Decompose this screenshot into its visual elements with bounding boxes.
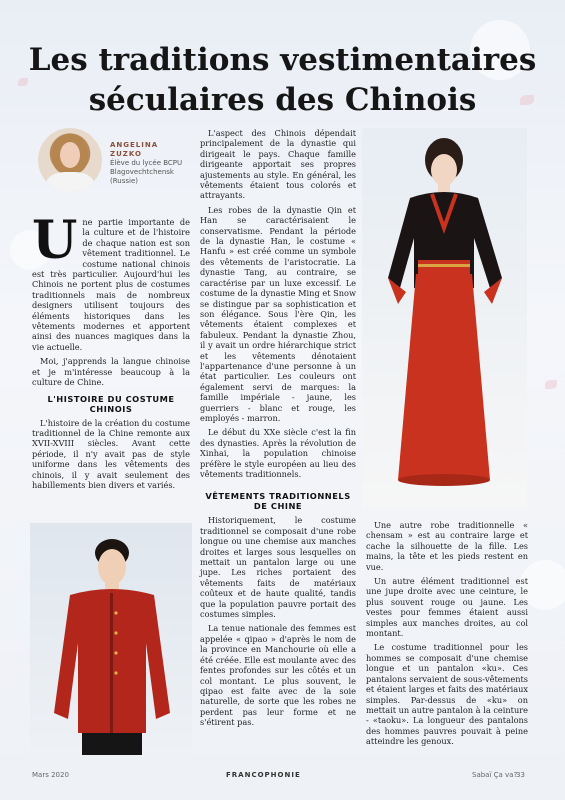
author-affiliation: Élève du lycée BCPU	[110, 159, 183, 167]
footer-section: Sabaï Ça va?	[472, 771, 518, 779]
column-2	[200, 128, 356, 732]
intro-paragraph: Une partie importante de la culture et de l'histoire de chaque nation est son vêtement traditionnel. Le costume national chinois est très particulier. Aujourd'hui les Chinois ne portent plus de costumes traditionnels mais de nombreux designers utilisent toujours des éléments historiques dans les vêtements modernes et apportent ainsi des nuances magiques dans la vie actuelle.	[32, 210, 190, 352]
photo-man-tangzhuang	[30, 523, 192, 755]
column-1	[32, 210, 190, 494]
footer-magazine: FRANCOPHONIE	[226, 771, 301, 779]
paragraph: Les robes de la dynastie Qin et Han se caractérisaient le conservatisme. Pendant la période de la dynastie Han, le costume « Hanfu » est créé comme un symbole des vêtements de l'aristocratie. La dynastie Tang, au contraire, se caractérise par un luxe excessif. Le costume de la dynastie Ming et Snow se distingue par sa sophistication et son élégance. Sous l'ère Qin, les vêtements étaient complexes et fabuleux. Pendant la dynastie Zhou, il y avait un ordre hiérarchique strict et les vêtements dénotaient l'appartenance d'une personne à un état particulier. Les couleurs ont également servi de marques: la famille impériale - jaune, les guerriers - blanc et rouge, les employés - marron.	[200, 204, 356, 423]
column-3	[366, 520, 528, 751]
background-petal	[545, 380, 557, 389]
drop-cap: U	[32, 210, 78, 271]
author-name-first: ANGELINA	[110, 141, 159, 149]
author-name-last: ZUZKO	[110, 150, 142, 158]
author-block	[110, 141, 210, 186]
paragraph: Historiquement, le costume traditionnel se composait d'une robe longue ou une chemise aux manches droites et larges sous lesquelles on mettait un pantalon large ou une jupe. Les riches portaient des vêtements faits de matériaux coûteux et de haute qualité, tandis que la population pauvre portait des costumes simples.	[200, 515, 356, 620]
man-illustration	[30, 523, 192, 755]
paragraph: Un autre élément traditionnel est une jupe droite avec une ceinture, le plus souvent rouge ou jaune. Les vestes pour femmes étaient aussi simples aux manches droites, au col montant.	[366, 576, 528, 639]
photo-woman-hanfu	[362, 128, 527, 508]
paragraph: La tenue nationale des femmes est appelée « qipao » d'après le nom de la province en Manchourie où elle a été créée. Elle est moulante avec des fentes profondes sur les côtés et un col montant. Le plus souvent, le qipao est faite avec de la soie naturelle, de sorte que les robes ne perdent pas leur forme et ne s'étirent pas.	[200, 623, 356, 728]
page-number: 33	[516, 771, 525, 779]
section-heading-history: L'HISTOIRE DU COSTUME CHINOIS	[47, 393, 175, 414]
woman-illustration	[362, 128, 527, 508]
paragraph: Une autre robe traditionnelle « chensam » est au contraire large et cache la silhouette de la fille. Les mains, la tête et les pieds restent en vue.	[366, 520, 528, 572]
paragraph: L'aspect des Chinois dépendait principalement de la dynastie qui dirigeait le pays. Chaque famille dirigeante apportait ses propres ajustements au style. En général, les vêtements étaient tous colorés et attrayants.	[200, 128, 356, 201]
title-line-2: séculaires des Chinois	[88, 82, 477, 118]
title-line-1: Les traditions vestimentaires	[28, 42, 537, 78]
paragraph: L'histoire de la création du costume traditionnel de la Chine remonte aux XVII-XVIII siècles. Avant cette période, il n'y avait pas de style uniforme dans les vêtements des chinois, il y avait seulement des habillements bien divers et variés.	[32, 417, 190, 490]
paragraph: Le début du XXe siècle c'est la fin des dynasties. Après la révolution de Xinhai, la population chinoise préfère le style européen au lieu des vêtements traditionnels.	[200, 427, 356, 479]
footer-date: Mars 2020	[32, 771, 69, 779]
author-country: (Russie)	[110, 177, 138, 185]
author-city: Blagovechtchensk	[110, 168, 174, 176]
author-avatar	[38, 128, 102, 192]
paragraph: Le costume traditionnel pour les hommes se composait d'une chemise longue et un pantalon «ku». Ces pantalons servaient de sous-vêtements et étaient larges et faits des matériaux simples. Par-dessus de «ku» on mettait un autre pantalon à la ceinture - «taoku». La longueur des pantalons des hommes pauvres pouvait à peine atteindre les genoux.	[366, 642, 528, 747]
section-heading-garments: VÊTEMENTS TRADITIONNELS DE CHINE	[205, 491, 351, 512]
article-title	[0, 40, 565, 120]
paragraph: Moi, j'apprends la langue chinoise et je m'intéresse beaucoup à la culture de Chine.	[32, 356, 190, 388]
